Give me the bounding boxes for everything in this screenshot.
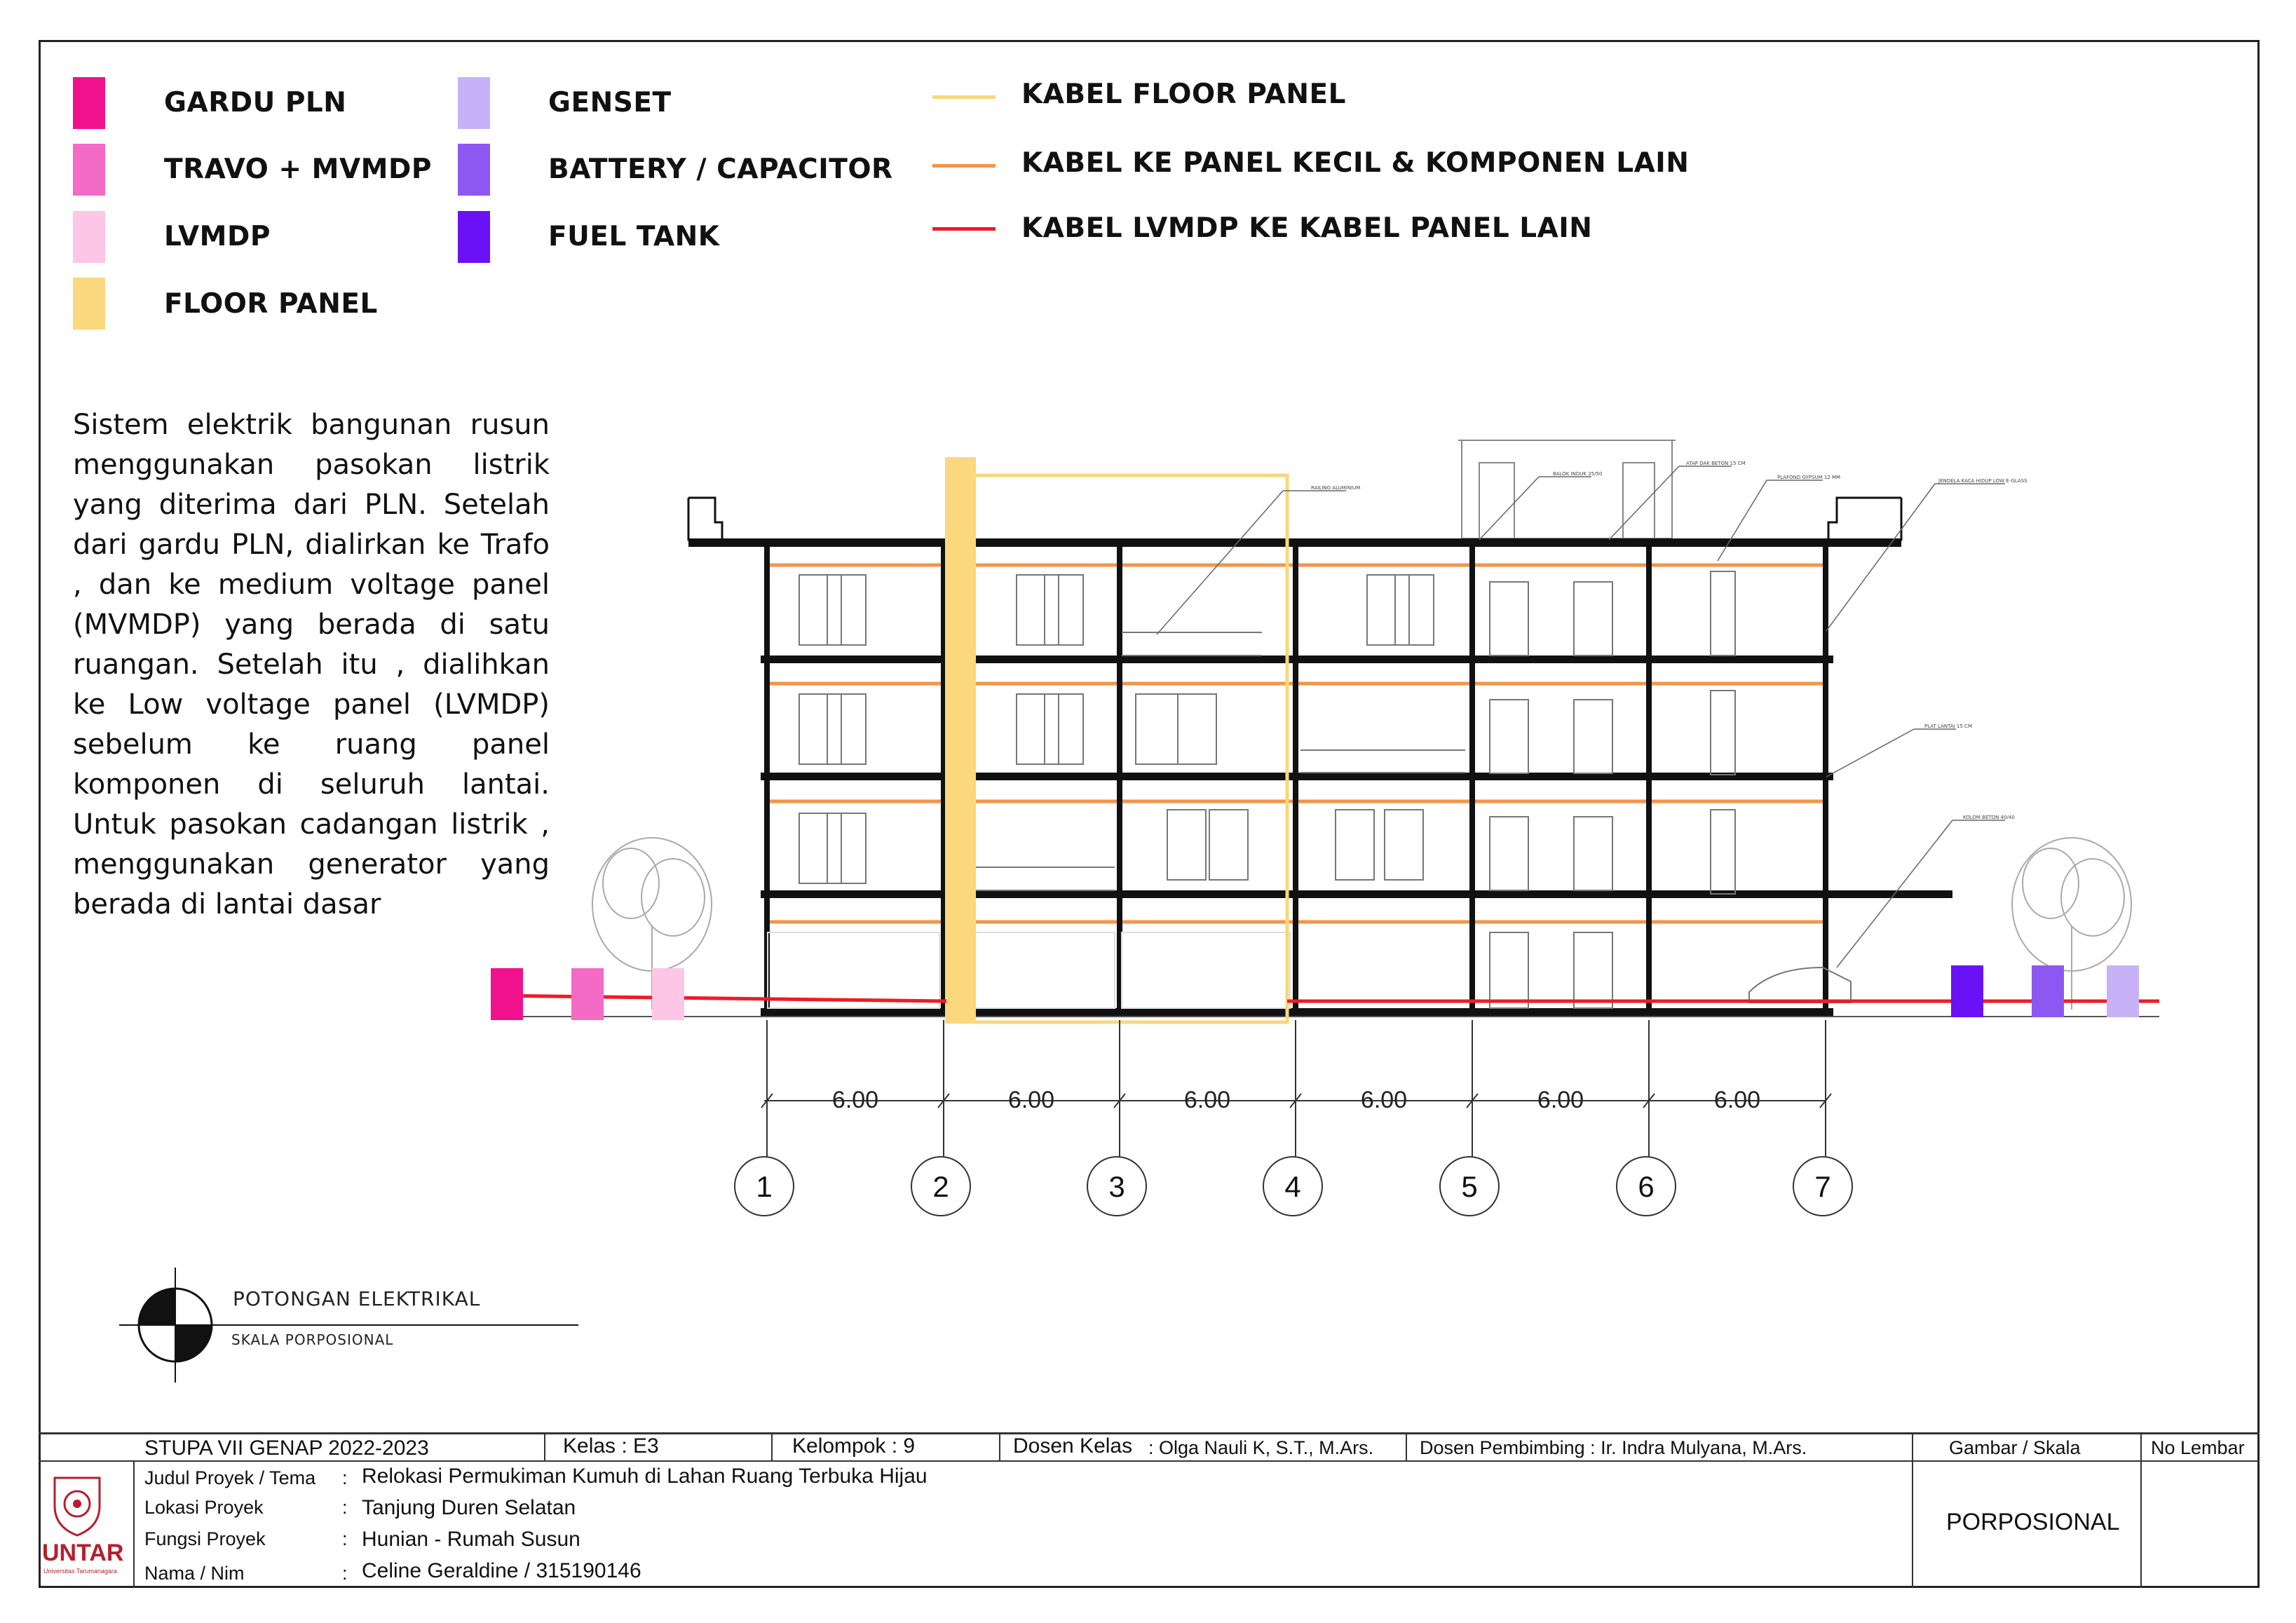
gardu-pln-block xyxy=(491,968,523,1020)
description-text: Sistem elektrik bangunan rusun menggunakan pasokan listrik yang diterima dari PLN. Setelah dari gardu PLN, dialirkan ke Trafo , dan ke medium voltage panel (MVMDP) yang berada di satu ruangan. Setelah itu , dialihkan ke Low voltage panel (LVMDP) sebelum ke ruang panel komponen di seluruh lantai. Untuk pasokan cadangan listrik , menggunakan generator yang berada di lantai dasar xyxy=(73,409,550,921)
titleblock-dosen-kelas-label: Dosen Kelas xyxy=(1013,1434,1133,1458)
titleblock-row-value: Celine Geraldine / 315190146 xyxy=(362,1559,641,1582)
titleblock-row-value: Relokasi Permukiman Kumuh di Lahan Ruang Terbuka Hijau xyxy=(362,1465,928,1488)
dimension-1-2: 6.00 xyxy=(831,1087,879,1113)
dimension-5-6: 6.00 xyxy=(1537,1087,1584,1113)
columns xyxy=(764,547,1828,1017)
titleblock-top-line xyxy=(39,1432,2260,1434)
annotation-railing: RAILING ALUMINIUM xyxy=(1311,485,1361,491)
annotation-plafond: PLAFOND GYPSUM 12 MM xyxy=(1777,475,1841,480)
untar-logo-subtext: Universitas Tarumanagara xyxy=(43,1568,117,1575)
legend-line-label-panel-kecil: KABEL KE PANEL KECIL & KOMPONEN LAIN xyxy=(1021,147,1690,179)
annotation-kolom: KOLOM BETON 40/40 xyxy=(1963,815,2015,820)
grid-label-3: 3 xyxy=(1108,1170,1125,1203)
dimension-3-4: 6.00 xyxy=(1183,1087,1231,1113)
titleblock-row-value: Tanjung Duren Selatan xyxy=(362,1496,576,1519)
section-title: POTONGAN ELEKTRIKAL xyxy=(233,1287,481,1310)
fuel-tank-block xyxy=(1951,965,1983,1017)
annotation-atap: ATAP DAK BETON 15 CM xyxy=(1686,461,1746,466)
grid-label-7: 7 xyxy=(1814,1170,1831,1203)
floor-panel-riser xyxy=(945,457,976,1024)
section-symbol-icon xyxy=(119,1268,578,1383)
floor-slabs xyxy=(688,538,1952,1016)
titleblock-logo-divider xyxy=(133,1460,135,1588)
titleblock-no-lembar-label: No Lembar xyxy=(2151,1437,2245,1458)
dimension-6-7: 6.00 xyxy=(1713,1087,1761,1113)
titleblock-divider-5 xyxy=(1912,1432,1913,1588)
lvmdp-block xyxy=(652,968,684,1020)
dimension-2-3: 6.00 xyxy=(1007,1087,1055,1113)
titleblock-kelompok: Kelompok : 9 xyxy=(792,1434,916,1458)
grid-label-1: 1 xyxy=(756,1170,773,1203)
titleblock-row-sep: : xyxy=(342,1563,348,1584)
titleblock-dosen-pembimbing: Dosen Pembimbing : Ir. Indra Mulyana, M.Ars. xyxy=(1420,1437,1807,1458)
penthouse xyxy=(1458,440,1676,538)
titleblock-kelas: Kelas : E3 xyxy=(563,1434,659,1458)
legend-label-lvmdp: LVMDP xyxy=(164,221,271,252)
legend-label-gardu-pln: GARDU PLN xyxy=(164,87,347,118)
titleblock-divider-6 xyxy=(2140,1432,2142,1588)
interior-details xyxy=(768,571,1851,1008)
genset-block xyxy=(2107,965,2139,1017)
titleblock-scale-value: PORPOSIONAL xyxy=(1946,1509,2120,1535)
grid-label-4: 4 xyxy=(1284,1170,1301,1203)
titleblock-dosen-kelas-value: : Olga Nauli K, S.T., M.Ars. xyxy=(1148,1437,1374,1458)
titleblock-gambar-skala-label: Gambar / Skala xyxy=(1949,1437,2081,1458)
dimension-line xyxy=(761,1020,1831,1157)
legend-label-floor-panel: FLOOR PANEL xyxy=(164,288,378,320)
titleblock-divider-4 xyxy=(1406,1432,1407,1462)
grid-label-6: 6 xyxy=(1638,1170,1655,1203)
titleblock-course: STUPA VII GENAP 2022-2023 xyxy=(144,1437,429,1460)
grid-label-5: 5 xyxy=(1461,1170,1478,1203)
untar-logo-text: UNTAR xyxy=(42,1540,124,1566)
annotation-jendela: JENDELA KACA HIDUP LOW E-GLASS xyxy=(1938,478,2027,484)
titleblock-row-sep: : xyxy=(342,1528,348,1549)
titleblock-row-sep: : xyxy=(342,1467,348,1488)
section-scale: SKALA PORPOSIONAL xyxy=(231,1331,394,1348)
legend-label-travo: TRAVO + MVMDP xyxy=(164,154,432,185)
annotation-plat: PLAT LANTAI 15 CM xyxy=(1924,724,1972,729)
legend-line-label-lvmdp: KABEL LVMDP KE KABEL PANEL LAIN xyxy=(1021,212,1593,244)
legend-label-fuel-tank: FUEL TANK xyxy=(548,221,720,252)
titleblock-row-line xyxy=(39,1460,2260,1462)
legend-label-battery: BATTERY / CAPACITOR xyxy=(548,154,893,185)
titleblock-divider-1 xyxy=(544,1432,545,1462)
annotation-texts xyxy=(1311,461,2027,820)
floor-panel-cable-loop xyxy=(976,475,1287,1022)
legend-line-label-floor-panel: KABEL FLOOR PANEL xyxy=(1021,79,1347,110)
titleblock-row-value: Hunian - Rumah Susun xyxy=(362,1528,580,1551)
titleblock-row-sep: : xyxy=(342,1497,348,1518)
dimension-4-5: 6.00 xyxy=(1360,1087,1408,1113)
battery-block xyxy=(2032,965,2064,1017)
travo-block xyxy=(571,968,604,1020)
titleblock-row-label: Fungsi Proyek xyxy=(144,1528,266,1549)
lvmdp-cable xyxy=(491,996,2159,1001)
legend-label-genset: GENSET xyxy=(548,87,672,118)
titleblock-divider-3 xyxy=(999,1432,1000,1462)
annotation-balok: BALOK INDUK 25/50 xyxy=(1553,471,1603,477)
grid-label-2: 2 xyxy=(932,1170,949,1203)
titleblock-divider-2 xyxy=(771,1432,773,1462)
titleblock-row-label: Nama / Nim xyxy=(144,1563,245,1584)
titleblock-row-label: Lokasi Proyek xyxy=(144,1497,264,1518)
roof-parapet xyxy=(688,498,1901,540)
titleblock-row-label: Judul Proyek / Tema xyxy=(144,1467,316,1488)
